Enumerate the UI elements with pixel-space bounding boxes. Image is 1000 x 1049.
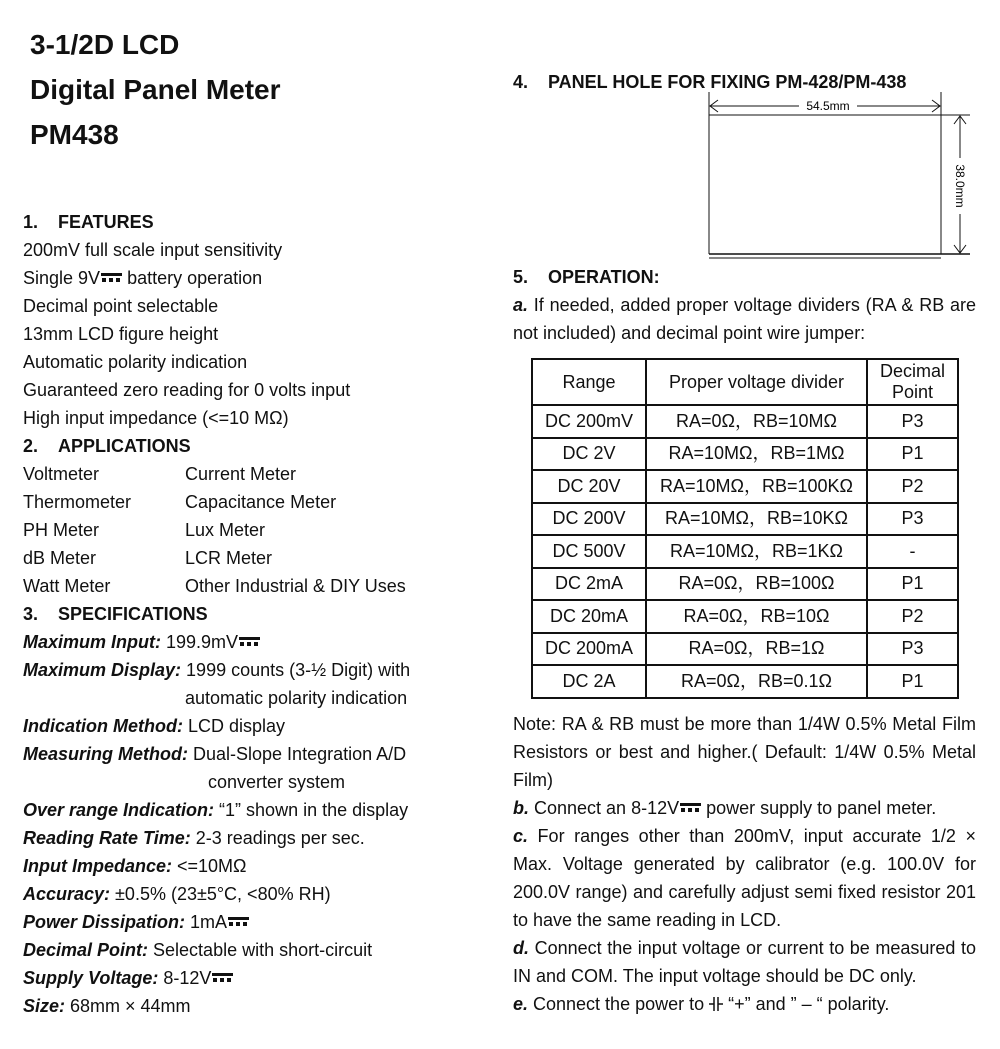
application-item: Lux Meter bbox=[185, 520, 266, 540]
document-title bbox=[30, 22, 281, 157]
spec-value: “1” shown in the display bbox=[214, 800, 409, 820]
table-cell: RA=0Ω，RB=0.1Ω bbox=[646, 665, 867, 698]
width-dimension-label: 54.5mm bbox=[806, 99, 850, 113]
application-item: Thermometer bbox=[23, 492, 132, 512]
spec-value: 199.9mV bbox=[161, 632, 239, 652]
application-row bbox=[23, 516, 493, 544]
spec-item bbox=[23, 992, 493, 1020]
table-row bbox=[532, 568, 958, 601]
spec-item bbox=[23, 824, 493, 852]
column-header: Decimal Point bbox=[867, 359, 958, 405]
operation-step-d bbox=[513, 934, 976, 990]
table-row bbox=[532, 503, 958, 536]
feature-item: Decimal point selectable bbox=[23, 296, 219, 316]
spec-item bbox=[23, 628, 493, 656]
table-cell: RA=0Ω，RB=10MΩ bbox=[646, 405, 867, 438]
application-item: LCR Meter bbox=[185, 548, 273, 568]
spec-value: LCD display bbox=[182, 716, 286, 736]
dc-symbol-icon bbox=[239, 637, 260, 647]
table-row bbox=[532, 633, 958, 666]
spec-item bbox=[23, 796, 493, 824]
feature-item bbox=[23, 264, 493, 292]
step-label: e. bbox=[513, 994, 529, 1014]
left-column bbox=[23, 208, 493, 1020]
features-heading bbox=[23, 208, 493, 236]
title-line: Digital Panel Meter bbox=[30, 74, 281, 105]
application-item: PH Meter bbox=[23, 520, 100, 540]
spec-value: ±0.5% (23±5°C, <80% RH) bbox=[110, 884, 331, 904]
step-text: “+” and ” – “ polarity. bbox=[723, 994, 890, 1014]
spec-value: 8-12V bbox=[158, 968, 212, 988]
table-cell: DC 20mA bbox=[532, 600, 646, 633]
table-row bbox=[532, 600, 958, 633]
column-header: Proper voltage divider bbox=[646, 359, 867, 405]
application-row bbox=[23, 488, 493, 516]
spec-continuation: converter system bbox=[208, 772, 346, 792]
spec-label: Input Impedance: bbox=[23, 856, 173, 876]
spec-value: 2-3 readings per sec. bbox=[190, 828, 365, 848]
table-cell: P3 bbox=[867, 633, 958, 666]
table-cell: DC 20V bbox=[532, 470, 646, 503]
table-cell: RA=0Ω，RB=1Ω bbox=[646, 633, 867, 666]
capacitor-symbol-icon bbox=[709, 996, 723, 1012]
table-row bbox=[532, 405, 958, 438]
section-title: PANEL HOLE FOR FIXING PM-428/PM-438 bbox=[548, 72, 907, 92]
table-cell: DC 500V bbox=[532, 535, 646, 568]
section-number: 2. bbox=[23, 436, 39, 456]
section-number: 4. bbox=[513, 72, 529, 92]
operation-step-c bbox=[513, 822, 976, 934]
spec-label: Over range Indication: bbox=[23, 800, 215, 820]
table-cell: P3 bbox=[867, 503, 958, 536]
specifications-heading bbox=[23, 600, 493, 628]
application-item: Watt Meter bbox=[23, 576, 111, 596]
table-cell: P1 bbox=[867, 665, 958, 698]
spec-item bbox=[23, 936, 493, 964]
feature-item: Guaranteed zero reading for 0 volts input bbox=[23, 380, 351, 400]
spec-label: Accuracy: bbox=[23, 884, 111, 904]
table-cell: DC 200V bbox=[532, 503, 646, 536]
table-row bbox=[532, 665, 958, 698]
table-cell: DC 200mA bbox=[532, 633, 646, 666]
table-cell: DC 2A bbox=[532, 665, 646, 698]
note-text: Note: RA & RB must be more than 1/4W 0.5% Metal Film Resistors or best and higher.( Default: 1/4W 0.5% Metal Film) bbox=[513, 714, 976, 790]
table-cell: DC 2V bbox=[532, 438, 646, 471]
specifications-list bbox=[23, 628, 493, 1020]
application-row bbox=[23, 544, 493, 572]
step-text: power supply to panel meter. bbox=[701, 798, 937, 818]
step-text: Connect the power to bbox=[528, 994, 710, 1014]
feature-item: High input impedance (<=10 MΩ) bbox=[23, 408, 289, 428]
height-dimension-label: 38.0mm bbox=[953, 164, 967, 208]
spec-item bbox=[23, 964, 493, 992]
step-label: d. bbox=[513, 938, 529, 958]
spec-label: Maximum Display: bbox=[23, 660, 182, 680]
feature-text: Single 9V bbox=[23, 268, 101, 288]
table-row bbox=[532, 470, 958, 503]
spec-label: Supply Voltage: bbox=[23, 968, 159, 988]
spec-value: Dual-Slope Integration A/D bbox=[188, 744, 407, 764]
feature-item: 200mV full scale input sensitivity bbox=[23, 240, 283, 260]
table-cell: P2 bbox=[867, 470, 958, 503]
table-cell: P1 bbox=[867, 438, 958, 471]
table-cell: RA=0Ω，RB=100Ω bbox=[646, 568, 867, 601]
dc-symbol-icon bbox=[212, 973, 233, 983]
spec-value: Selectable with short-circuit bbox=[148, 940, 373, 960]
spec-continuation: automatic polarity indication bbox=[185, 688, 408, 708]
section-title: FEATURES bbox=[58, 212, 154, 232]
spec-item bbox=[23, 656, 493, 684]
feature-item: 13mm LCD figure height bbox=[23, 324, 219, 344]
dc-symbol-icon bbox=[228, 917, 249, 927]
spec-label: Indication Method: bbox=[23, 716, 183, 736]
spec-label: Measuring Method: bbox=[23, 744, 188, 764]
application-item: Capacitance Meter bbox=[185, 492, 337, 512]
table-cell: P1 bbox=[867, 568, 958, 601]
applications-list bbox=[23, 460, 493, 600]
operation-step-e bbox=[513, 990, 976, 1018]
operation-step-a bbox=[513, 291, 976, 347]
section-title: OPERATION: bbox=[548, 267, 660, 287]
spec-label: Reading Rate Time: bbox=[23, 828, 191, 848]
panel-hole-diagram bbox=[695, 92, 980, 262]
table-header-row bbox=[532, 359, 958, 405]
step-label: b. bbox=[513, 798, 529, 818]
section-number: 3. bbox=[23, 604, 39, 624]
spec-item bbox=[23, 852, 493, 880]
voltage-divider-table bbox=[531, 358, 959, 699]
spec-value: 1mA bbox=[185, 912, 228, 932]
application-item: Voltmeter bbox=[23, 464, 100, 484]
application-item: Other Industrial & DIY Uses bbox=[185, 576, 406, 596]
spec-label: Size: bbox=[23, 996, 66, 1016]
step-text: If needed, added proper voltage dividers (RA & RB are not included) and decimal point wire jumper: bbox=[513, 295, 976, 343]
spec-item bbox=[23, 740, 493, 768]
operation-step-b bbox=[513, 794, 976, 822]
table-cell: RA=10MΩ，RB=1KΩ bbox=[646, 535, 867, 568]
step-text: For ranges other than 200mV, input accurate 1/2 × Max. Voltage generated by calibrator (e.g. 100.0V for 200.0V range) and carefully adjust semi fixed resistor 201 to have the same reading in LCD. bbox=[513, 826, 976, 930]
table-row bbox=[532, 438, 958, 471]
step-text: Connect an 8-12V bbox=[529, 798, 680, 818]
application-row bbox=[23, 460, 493, 488]
table-cell: RA=10MΩ，RB=100KΩ bbox=[646, 470, 867, 503]
spec-label: Power Dissipation: bbox=[23, 912, 186, 932]
spec-value: 68mm × 44mm bbox=[65, 996, 191, 1016]
operation-heading bbox=[513, 263, 660, 291]
title-line: 3-1/2D LCD bbox=[30, 29, 180, 60]
step-label: c. bbox=[513, 826, 529, 846]
title-line: PM438 bbox=[30, 119, 119, 150]
step-text: Connect the input voltage or current to be measured to IN and COM. The input voltage should be DC only. bbox=[513, 938, 976, 986]
table-cell: RA=10MΩ，RB=10KΩ bbox=[646, 503, 867, 536]
table-row bbox=[532, 535, 958, 568]
table-cell: DC 2mA bbox=[532, 568, 646, 601]
feature-item: Automatic polarity indication bbox=[23, 352, 248, 372]
table-cell: DC 200mV bbox=[532, 405, 646, 438]
spec-item bbox=[23, 880, 493, 908]
table-cell: P2 bbox=[867, 600, 958, 633]
table-cell: - bbox=[867, 535, 958, 568]
application-item: Current Meter bbox=[185, 464, 297, 484]
section-title: APPLICATIONS bbox=[58, 436, 191, 456]
spec-item bbox=[23, 908, 493, 936]
spec-value: 1999 counts (3-½ Digit) with bbox=[181, 660, 411, 680]
dc-symbol-icon bbox=[680, 803, 701, 813]
applications-heading bbox=[23, 432, 493, 460]
step-label: a. bbox=[513, 295, 529, 315]
column-header: Range bbox=[532, 359, 646, 405]
feature-text: battery operation bbox=[127, 268, 263, 288]
dc-symbol-icon bbox=[101, 273, 122, 283]
spec-item bbox=[23, 712, 493, 740]
spec-label: Maximum Input: bbox=[23, 632, 161, 652]
section-title: SPECIFICATIONS bbox=[58, 604, 208, 624]
section-number: 5. bbox=[513, 267, 529, 287]
application-item: dB Meter bbox=[23, 548, 97, 568]
application-row bbox=[23, 572, 493, 600]
spec-value: <=10MΩ bbox=[172, 856, 247, 876]
table-cell: P3 bbox=[867, 405, 958, 438]
table-cell: RA=10MΩ，RB=1MΩ bbox=[646, 438, 867, 471]
section-number: 1. bbox=[23, 212, 39, 232]
table-cell: RA=0Ω，RB=10Ω bbox=[646, 600, 867, 633]
spec-label: Decimal Point: bbox=[23, 940, 149, 960]
